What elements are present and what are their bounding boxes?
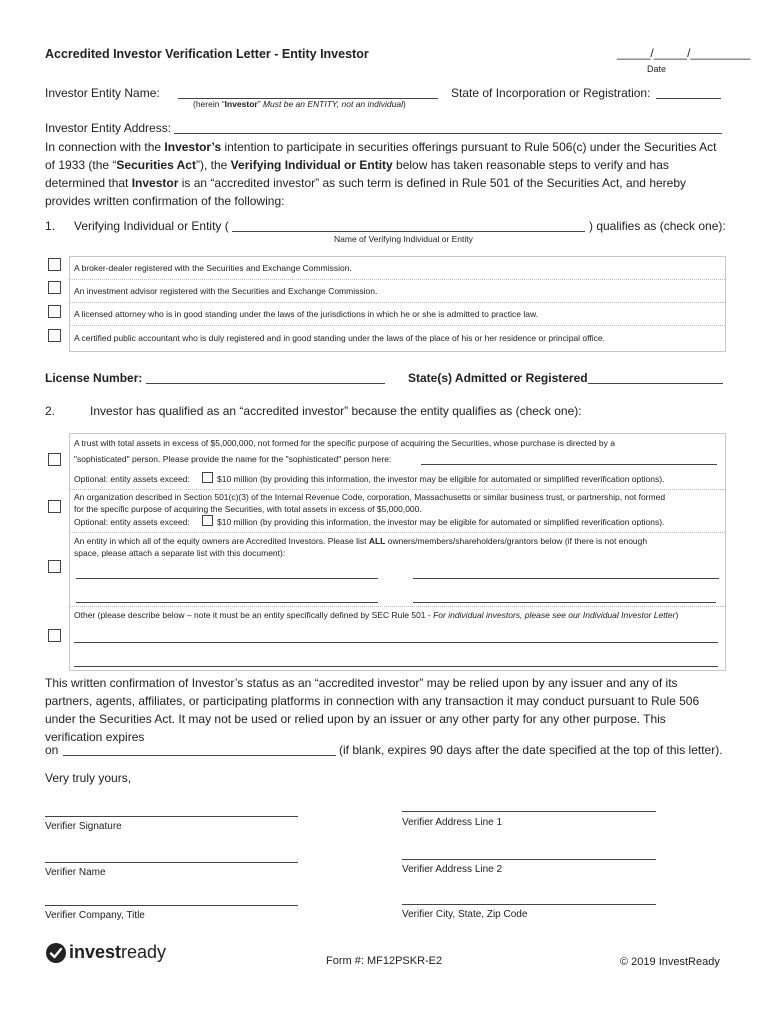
owners-input-4[interactable]	[413, 602, 716, 603]
verifier-address1-input[interactable]	[402, 811, 656, 812]
option-trust-line1: A trust with total assets in excess of $5,000,000, not formed for the specific purpose of acquiring the Securities, whose purchase is directed by a	[74, 438, 615, 448]
other-description-input-1[interactable]	[74, 642, 718, 643]
owners-input-2[interactable]	[413, 578, 719, 579]
section2-label: Investor has qualified as an “accredited investor” because the entity qualifies as (check one):	[90, 404, 582, 418]
verifier-name-field[interactable]	[45, 862, 298, 863]
option-org-line2: for the specific purpose of acquiring the Securities, with total assets in excess of $5,000,000.	[74, 504, 422, 514]
verifier-city-input[interactable]	[402, 904, 656, 905]
trust-optional-label: Optional: entity assets exceed:	[74, 474, 190, 484]
intro-paragraph: In connection with the Investor’s intention to participate in securities offerings pursuant to Rule 506(c) under the Securities Act of 1933 (the “Securities Act”), the Verifying Individual or Entity below has taken reasonable steps to verify and has determined that Investor is an “accredited investor” as such term is defined in Rule 501 of the Securities Act, and hereby provides written confirmation of the following:	[45, 140, 717, 208]
letter-title: Accredited Investor Verification Letter - Entity Investor	[45, 47, 369, 61]
checkbox-trust-10m[interactable]	[202, 472, 213, 483]
copyright: © 2019 InvestReady	[620, 956, 720, 968]
verifier-name-input[interactable]	[232, 231, 585, 232]
checkbox-equity-owners[interactable]	[48, 560, 61, 573]
verifier-signature-input[interactable]	[45, 816, 298, 817]
verifier-city-label: Verifier City, State, Zip Code	[402, 909, 528, 920]
license-number-input[interactable]	[146, 383, 385, 384]
verifier-name-label: Verifier Name	[45, 867, 106, 878]
verifier-address2-input[interactable]	[402, 859, 656, 860]
section1-number: 1.	[45, 219, 56, 233]
option-cpa: A certified public accountant who is duly registered and in good standing under the laws of the place of his or her residence or principal office.	[74, 333, 605, 343]
sophisticated-person-input[interactable]	[421, 464, 717, 465]
checkmark-logo-icon	[45, 942, 67, 964]
option-org-line1: An organization described in Section 501(c)(3) of the Internal Revenue Code, corporation, Massachusetts or similar business trust, or partnership, not formed	[74, 492, 666, 502]
qualification-table	[69, 256, 726, 352]
option-attorney: A licensed attorney who is in good standing under the laws of the jurisdictions in which he or she is admitted to practice law.	[74, 309, 538, 319]
org-optional-label: Optional: entity assets exceed:	[74, 517, 190, 527]
verifier-address1-label: Verifier Address Line 1	[402, 817, 503, 828]
other-description-input-2[interactable]	[74, 666, 718, 667]
entity-address-label: Investor Entity Address:	[45, 121, 172, 135]
option-other: Other (please describe below – note it must be an entity specifically defined by SEC Rule 501 - For individual investors, please see our Individual Investor Letter)	[74, 610, 679, 620]
verifier-company-label: Verifier Company, Title	[45, 910, 145, 921]
expiry-date-input[interactable]	[63, 755, 336, 756]
owners-input-1[interactable]	[76, 578, 378, 579]
section1-label-pre: Verifying Individual or Entity (	[74, 219, 229, 233]
states-admitted-label: State(s) Admitted or Registered	[408, 371, 588, 385]
entity-qualification-table	[69, 433, 726, 671]
entity-name-hint: (herein “Investor” Must be an ENTITY, not an individual)	[193, 99, 406, 109]
option-trust-line2: "sophisticated" person. Please provide the name for the "sophisticated" person here:	[74, 454, 392, 464]
state-incorporation-label: State of Incorporation or Registration:	[451, 86, 651, 100]
verifier-name-sublabel: Name of Verifying Individual or Entity	[334, 234, 473, 244]
owners-input-3[interactable]	[76, 602, 378, 603]
verifier-address2-label: Verifier Address Line 2	[402, 864, 503, 875]
license-number-label: License Number:	[45, 371, 143, 385]
section2-number: 2.	[45, 404, 56, 418]
states-admitted-input[interactable]	[588, 383, 723, 384]
org-optional-text: $10 million (by providing this information, the investor may be eligible for automated or simplified reverification options).	[217, 517, 665, 527]
checkbox-trust[interactable]	[48, 453, 61, 466]
checkbox-org-10m[interactable]	[202, 515, 213, 526]
checkbox-organization[interactable]	[48, 500, 61, 513]
date-field[interactable]: _____/_____/_________	[617, 46, 751, 60]
trust-optional-text: $10 million (by providing this information, the investor may be eligible for automated or simplified reverification options).	[217, 474, 665, 484]
checkbox-investment-advisor[interactable]	[48, 281, 61, 294]
logo-wordmark: investready	[69, 942, 167, 962]
option-equity-line1: An entity in which all of the equity owners are Accredited Investors. Please list ALL owners/members/shareholders/grantors below (if there is not enough	[74, 536, 648, 546]
entity-address-input[interactable]	[174, 133, 722, 134]
sign-off: Very truly yours,	[45, 771, 132, 785]
checkbox-attorney[interactable]	[48, 305, 61, 318]
date-label: Date	[647, 64, 667, 74]
option-broker-dealer: A broker-dealer registered with the Securities and Exchange Commission.	[74, 263, 352, 273]
checkbox-other[interactable]	[48, 629, 61, 642]
expires-on-label: on	[45, 743, 59, 757]
closing-paragraph: This written confirmation of Investor’s status as an “accredited investor” may be relied upon by any issuer and any of its partners, agents, affiliates, or participating platforms in connection with any transaction it may conduct pursuant to Rule 506 under the Securities Act. It may not be used or relied upon by an issuer or any other party for any other purpose. This verification expires	[45, 676, 700, 744]
option-investment-advisor: An investment advisor registered with the Securities and Exchange Commission.	[74, 286, 378, 296]
verifier-company-input[interactable]	[45, 905, 298, 906]
option-equity-line2: space, please attach a separate list with this document):	[74, 548, 286, 558]
state-incorporation-input[interactable]	[656, 98, 721, 99]
section1-label-post: ) qualifies as (check one):	[589, 219, 726, 233]
checkbox-cpa[interactable]	[48, 329, 61, 342]
form-number: Form #: MF12PSKR-E2	[326, 955, 443, 967]
expiry-note: (if blank, expires 90 days after the date specified at the top of this letter).	[339, 743, 723, 757]
verifier-signature-label: Verifier Signature	[45, 821, 122, 832]
checkbox-broker-dealer[interactable]	[48, 258, 61, 271]
entity-name-label: Investor Entity Name:	[45, 86, 160, 100]
